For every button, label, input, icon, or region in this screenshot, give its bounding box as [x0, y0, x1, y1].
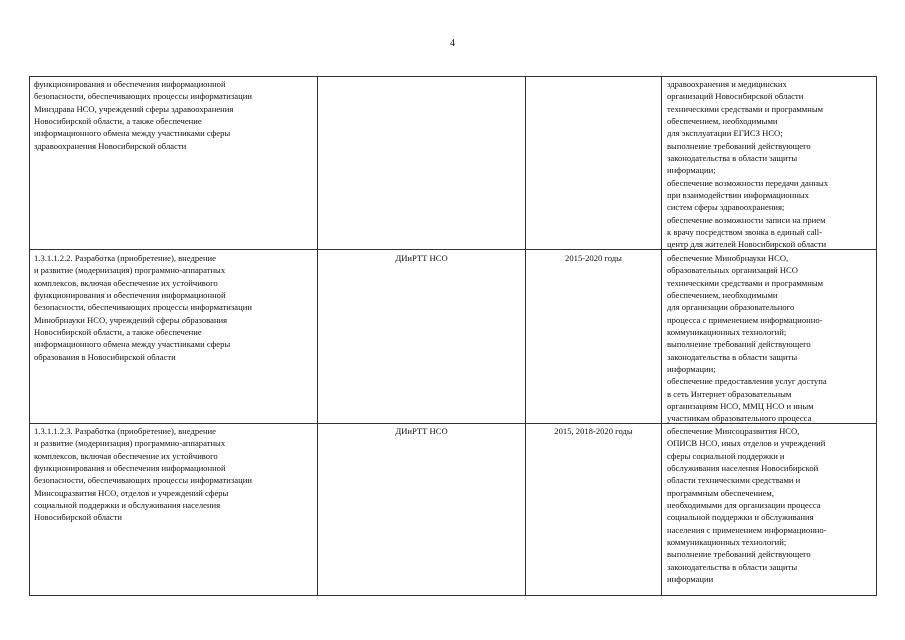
cell-text-line: для организации образовательного — [667, 302, 795, 313]
cell-text-line: коммуникационных технологий; — [667, 327, 787, 338]
cell-text-line: процесса с применением информационно- — [667, 314, 823, 325]
cell-text-line: Минсоцразвития НСО, отделов и учреждений сферы — [34, 487, 229, 498]
cell-text-line: информационного обмена между участниками сферы — [34, 128, 231, 139]
cell-text-line: безопасности, обеспечивающих процессы информатизации — [34, 302, 252, 313]
cell-text-line: обеспечением, необходимыми — [667, 116, 778, 127]
cell-text-line: центр для жителей Новосибирской области — [667, 239, 827, 250]
cell-text-line: к врачу посредством звонка в единый call- — [667, 227, 823, 238]
cell-text-line: участникам образовательного процесса — [667, 413, 812, 424]
cell-text-line: образования в Новосибирской области — [34, 351, 176, 362]
table-row-2-result — [667, 425, 875, 585]
cell-text-line: 1.3.1.1.2.2. Разработка (приобретение), внедрение — [34, 253, 216, 263]
cell-text-line: Минобрнауки НСО, учреждений сферы образования — [34, 314, 228, 325]
table-row-0-result — [667, 78, 875, 251]
cell-text-line: обеспечение Минсоцразвития НСО, — [667, 426, 800, 436]
cell-text-line: области техническими средствами и — [667, 475, 801, 486]
cell-text-line: функционирования и обеспечения информационной — [34, 463, 226, 474]
cell-text-line: 1.3.1.1.2.3. Разработка (приобретение), внедрение — [34, 426, 216, 436]
column-divider — [317, 77, 318, 595]
cell-text-line: и развитие (модернизация) программно-аппаратных — [34, 265, 226, 276]
cell-text-line: необходимыми для организации процесса — [667, 500, 821, 511]
table-row-0-description — [34, 78, 314, 152]
cell-text-line: выполнение требований действующего — [667, 339, 811, 350]
cell-text-line: Новосибирской области, а также обеспечение — [34, 116, 202, 127]
cell-text-line: организациям НСО, ММЦ НСО и иным — [667, 401, 814, 412]
cell-text-line: Новосибирской области — [34, 512, 123, 523]
cell-text-line: выполнение требований действующего — [667, 549, 811, 560]
column-divider — [525, 77, 526, 595]
cell-text-line: обеспечение предоставления услуг доступа — [667, 376, 827, 387]
table-row-1-executor: ДИиРТТ НСО — [395, 253, 448, 263]
cell-text-line: комплексов, включая обеспечение их устойчивого — [34, 450, 218, 461]
cell-text-line: функционирования и обеспечения информационной — [34, 290, 226, 301]
cell-text-line: законодательства в области защиты — [667, 351, 798, 362]
page-number: 4 — [450, 38, 455, 49]
cell-text-line: обеспечение возможности передачи данных — [667, 177, 829, 188]
cell-text-line: обслуживания населения Новосибирской — [667, 463, 819, 474]
cell-text-line: здравоохранения и медицинских — [667, 79, 787, 89]
cell-text-line: комплексов, включая обеспечение их устойчивого — [34, 277, 218, 288]
cell-text-line: здравоохранения Новосибирской области — [34, 140, 187, 151]
cell-text-line: законодательства в области защиты — [667, 153, 798, 164]
cell-text-line: функционирования и обеспечения информационной — [34, 79, 226, 89]
table-row-2-description — [34, 425, 314, 524]
cell-text-line: Минздрава НСО, учреждений сферы здравоохранения — [34, 103, 234, 114]
cell-text-line: образовательных организаций НСО — [667, 265, 798, 276]
cell-text-line: обеспечение Минобрнауки НСО, — [667, 253, 789, 263]
table-row-1-period: 2015-2020 годы — [565, 253, 622, 263]
cell-text-line: информации; — [667, 364, 716, 375]
cell-text-line: социальной поддержки и обслуживания населения — [34, 500, 221, 511]
cell-text-line: обеспечение возможности записи на прием — [667, 214, 826, 225]
table-row-1-result — [667, 252, 875, 425]
cell-text-line: информации — [667, 574, 714, 585]
cell-text-line: обеспечением, необходимыми — [667, 290, 778, 301]
cell-text-line: ОПИСВ НСО, иных отделов и учреждений — [667, 438, 826, 449]
cell-text-line: техническими средствами и программным — [667, 277, 824, 288]
cell-text-line: программным обеспечением, — [667, 487, 774, 498]
cell-text-line: информации; — [667, 165, 716, 176]
cell-text-line: для эксплуатации ЕГИСЗ НСО; — [667, 128, 783, 139]
cell-text-line: Новосибирской области, а также обеспечение — [34, 327, 202, 338]
cell-text-line: в сеть Интернет образовательным — [667, 388, 792, 399]
column-divider — [661, 77, 662, 595]
cell-text-line: сферы социальной поддержки и — [667, 450, 785, 461]
cell-text-line: коммуникационных технологий; — [667, 537, 787, 548]
cell-text-line: информационного обмена между участниками сферы — [34, 339, 231, 350]
table-row-2-period: 2015, 2018-2020 годы — [554, 426, 633, 436]
cell-text-line: организаций Новосибирской области — [667, 91, 804, 102]
cell-text-line: социальной поддержки и обслуживания — [667, 512, 814, 523]
cell-text-line: безопасности, обеспечивающих процессы информатизации — [34, 91, 252, 102]
cell-text-line: систем сферы здравоохранения; — [667, 202, 785, 213]
cell-text-line: техническими средствами и программным — [667, 103, 824, 114]
program-activities-table — [29, 76, 877, 596]
cell-text-line: безопасности, обеспечивающих процессы информатизации — [34, 475, 252, 486]
cell-text-line: выполнение требований действующего — [667, 140, 811, 151]
table-row-1-description — [34, 252, 314, 363]
table-row-2-executor: ДИиРТТ НСО — [395, 426, 448, 436]
cell-text-line: населения с применением информационно- — [667, 524, 827, 535]
cell-text-line: законодательства в области защиты — [667, 561, 798, 572]
cell-text-line: и развитие (модернизация) программно-аппаратных — [34, 438, 226, 449]
cell-text-line: при взаимодействии информационных — [667, 190, 809, 201]
